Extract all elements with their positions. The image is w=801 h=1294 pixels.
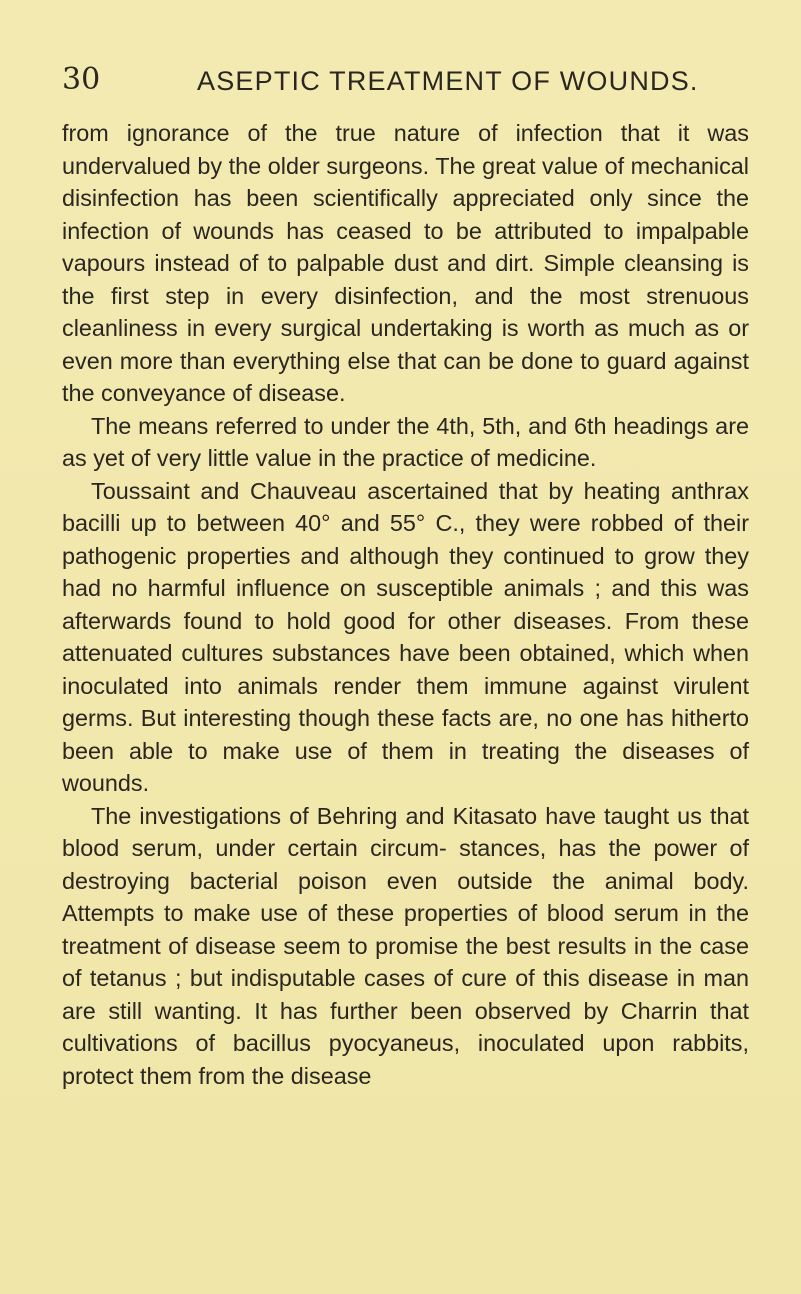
body-text <box>62 117 749 1092</box>
paragraph: Toussaint and Chauveau ascertained that by heating anthrax bacilli up to between 40° and 55° C., they were robbed of their pathogenic properties and although they continued to grow they had no harmful influence on susceptible animals ; and this was afterwards found to hold good for other diseases. From these attenuated cultures substances have been obtained, which when inoculated into animals render them immune against virulent germs. But interesting though these facts are, no one has hitherto been able to make use of them in treating the diseases of wounds. <box>62 477 749 796</box>
page-number: 30 <box>62 62 101 97</box>
running-head: ASEPTIC TREATMENT OF WOUNDS. <box>197 66 699 96</box>
paragraph: The investigations of Behring and Kitasato have taught us that blood serum, under certain circum- stances, has the power of destroying bacterial poison even outside the animal body. Attempts to make use of these properties of blood serum in the treatment of disease seem to promise the best results in the case of tetanus ; but indisputable cases of cure of this disease in man are still wanting. It has further been observed by Charrin that cultivations of bacillus pyocyaneus, inoculated upon rabbits, protect them from the disease <box>62 802 749 1089</box>
page-header <box>62 60 762 104</box>
paragraph: The means referred to under the 4th, 5th, and 6th headings are as yet of very little value in the practice of medicine. <box>62 412 749 471</box>
paragraph: from ignorance of the true nature of infection that it was undervalued by the older surgeons. The great value of mechanical disinfection has been scientifically appreciated only since the infection of wounds has ceased to be attributed to impalpable vapours instead of to palpable dust and dirt. Simple cleansing is the first step in every disinfection, and the most strenuous cleanliness in every surgical undertaking is worth as much as or even more than everything else that can be done to guard against the conveyance of disease. <box>62 120 749 406</box>
